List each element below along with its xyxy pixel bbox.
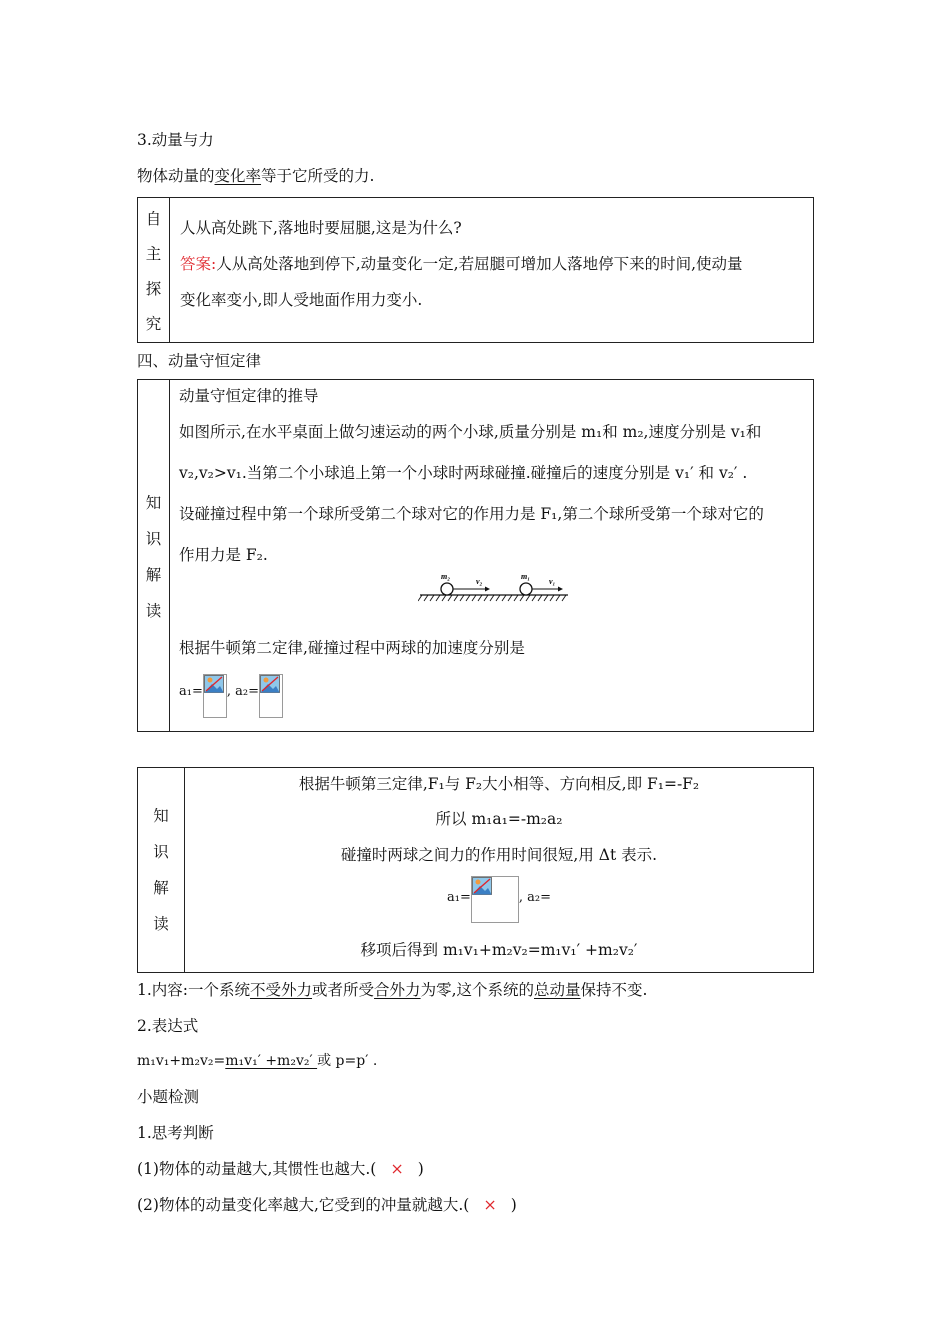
expression-post: 或 p=p′ . — [317, 1053, 378, 1069]
content-mid-1: 或者所受 — [312, 981, 375, 999]
section-3-text-pre: 物体动量的 — [137, 167, 215, 185]
quiz-subheading: 1.思考判断 — [137, 1124, 214, 1142]
knowledge-2-side-char: 读 — [153, 915, 169, 933]
acceleration-formula-row — [179, 674, 283, 718]
explore-content — [170, 198, 814, 343]
a2-label: , a₂= — [518, 890, 551, 905]
knowledge-1-line1: 如图所示,在水平桌面上做匀速运动的两个小球,质量分别是 m₁和 m₂,速度分别是 v₁和 — [179, 423, 762, 441]
knowledge-1-side-char: 解 — [145, 566, 162, 584]
image-placeholder-icon — [204, 675, 224, 693]
content-underlined-1: 不受外力 — [250, 981, 313, 999]
image-placeholder-icon — [260, 675, 280, 693]
knowledge-2-line3: 碰撞时两球之间力的作用时间很短,用 Δt 表示. — [340, 846, 658, 864]
knowledge-2-side-char: 识 — [153, 843, 169, 861]
quiz-item-2-close: ) — [510, 1196, 517, 1214]
content-underlined-2: 合外力 — [374, 981, 421, 999]
section-3-text — [137, 164, 374, 186]
expression-heading: 2.表达式 — [137, 1017, 199, 1035]
formula-image-a1 — [471, 876, 519, 923]
explore-answer-line2: 变化率变小,即人受地面作用力变小. — [180, 291, 423, 309]
knowledge-1-side-char: 读 — [145, 602, 162, 620]
quiz-item-1-text: (1)物体的动量越大,其惯性也越大.( — [137, 1160, 377, 1178]
quiz-heading: 小题检测 — [137, 1088, 200, 1106]
collision-figure — [418, 570, 570, 606]
quiz-item-1-close: ) — [417, 1160, 424, 1178]
knowledge-1-title: 动量守恒定律的推导 — [179, 387, 319, 405]
expression-underlined: m₁v₁′ +m₂v₂′ — [225, 1053, 318, 1069]
knowledge-2-formula-row — [185, 876, 813, 923]
content-pre: 1.内容:一个系统 — [137, 981, 251, 999]
explore-question: 人从高处跳下,落地时要屈腿,这是为什么? — [180, 219, 462, 237]
knowledge-2-line2: 所以 m₁a₁=-m₂a₂ — [435, 810, 563, 828]
a2-label: , a₂= — [226, 684, 259, 699]
image-placeholder-icon — [472, 877, 492, 895]
label-v2: v₂ — [476, 577, 483, 586]
knowledge-1-side-label — [138, 380, 170, 732]
knowledge-2-content — [185, 768, 814, 973]
expression-pre: m₁v₁+m₂v₂= — [137, 1053, 226, 1069]
knowledge-1-line5: 根据牛顿第二定律,碰撞过程中两球的加速度分别是 — [179, 639, 525, 657]
label-m1: m₁ — [521, 572, 531, 581]
knowledge-2-side-char: 解 — [153, 879, 169, 897]
explore-answer-line1 — [180, 252, 743, 274]
section-4-heading: 四、动量守恒定律 — [137, 352, 262, 370]
knowledge-2-side-label — [138, 768, 185, 973]
explore-side-char: 究 — [145, 315, 162, 333]
section-3-heading: 3.动量与力 — [137, 131, 214, 149]
knowledge-1-line2: v₂,v₂>v₁.当第二个小球追上第一个小球时两球碰撞.碰撞后的速度分别是 v₁′ 和 v₂′ . — [179, 464, 748, 482]
knowledge-box-2 — [137, 767, 814, 973]
explore-box — [137, 197, 814, 343]
content-mid-2: 为零,这个系统的 — [420, 981, 534, 999]
knowledge-1-side-char: 识 — [145, 530, 162, 548]
knowledge-2-side-char: 知 — [153, 807, 169, 825]
section-3-text-post: 等于它所受的力. — [261, 167, 375, 185]
explore-answer-text: 人从高处落地到停下,动量变化一定,若屈腿可增加人落地停下来的时间,使动量 — [216, 255, 743, 273]
ball-1 — [520, 583, 532, 595]
label-v1: v₁ — [549, 577, 556, 586]
knowledge-2-line1: 根据牛顿第三定律,F₁与 F₂大小相等、方向相反,即 F₁=-F₂ — [298, 775, 700, 793]
formula-image-a2 — [259, 674, 283, 718]
knowledge-1-content — [170, 380, 814, 732]
quiz-item-2-text: (2)物体的动量变化率越大,它受到的冲量就越大.( — [137, 1196, 470, 1214]
explore-side-char: 主 — [145, 245, 162, 263]
explore-side-char: 自 — [145, 210, 162, 228]
a1-label: a₁= — [179, 684, 203, 699]
quiz-item-2 — [137, 1193, 517, 1215]
explore-side-label — [138, 198, 170, 343]
wrong-mark-icon: × — [390, 1159, 404, 1178]
knowledge-box-1 — [137, 379, 814, 732]
content-underlined-3: 总动量 — [534, 981, 581, 999]
wrong-mark-icon: × — [483, 1195, 497, 1214]
quiz-item-1 — [137, 1157, 424, 1179]
knowledge-1-side-char: 知 — [145, 494, 162, 512]
formula-image-a1 — [203, 674, 227, 718]
ball-2 — [441, 583, 453, 595]
explore-answer-label: 答案: — [180, 255, 217, 273]
knowledge-1-line4: 作用力是 F₂. — [179, 546, 268, 564]
explore-side-char: 探 — [145, 280, 162, 298]
section-3-text-underlined: 变化率 — [214, 167, 262, 185]
label-m2: m₂ — [441, 572, 451, 581]
expression-formula — [137, 1050, 377, 1070]
knowledge-2-line5: 移项后得到 m₁v₁+m₂v₂=m₁v₁′ +m₂v₂′ — [360, 941, 638, 959]
a1-label: a₁= — [447, 890, 471, 905]
content-post: 保持不变. — [580, 981, 648, 999]
knowledge-1-line3: 设碰撞过程中第一个球所受第二个球对它的作用力是 F₁,第二个球所受第一个球对它的 — [179, 505, 764, 523]
content-definition — [137, 978, 647, 1000]
